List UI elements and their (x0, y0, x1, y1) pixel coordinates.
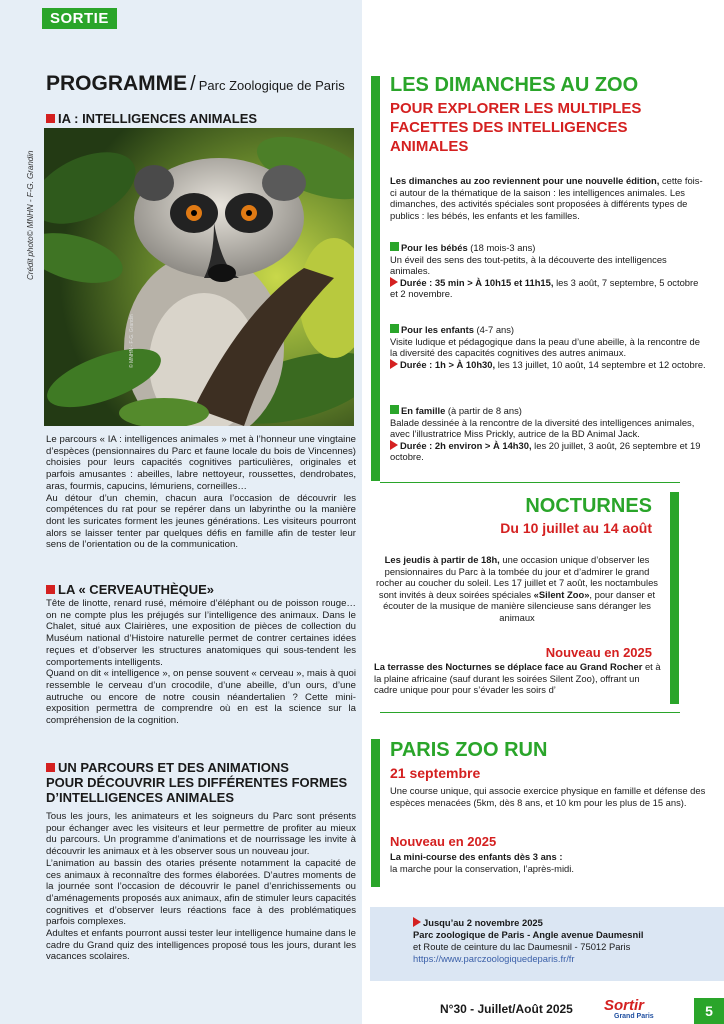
nocturnes-text: une occasion unique d’observer les pensionnaires du Parc à la tombée du jour et d’admirer le grand rocher au coucher du soleil. Les 17 juillet et 7 août, les noctambules sont invités à deux soirées spéciales (376, 554, 658, 600)
dimanches-subtitle-line-3: ANIMALES (390, 138, 469, 155)
logo-sub: Grand Paris (614, 1013, 654, 1020)
zoo-run-title: PARIS ZOO RUN (390, 739, 548, 761)
ia-body (46, 434, 356, 551)
parcours-heading-line-3: D’INTELLIGENCES ANIMALES (46, 790, 235, 805)
bebes-duration-dates: les 3 août, 7 septembre, 5 octobre et 2 novembre. (390, 276, 699, 300)
enfants-label: Pour les enfants (401, 324, 474, 335)
issue-number: N°30 - Juillet/Août 2025 (440, 1002, 573, 1016)
nocturnes-new-bold: La terrasse des Nocturnes se déplace face au Grand Rocher (374, 661, 643, 672)
bebes-description: Un éveil des sens des tout-petits, à la découverte des intelligences animales. (390, 253, 667, 277)
zoo-run-green-bar (371, 739, 380, 887)
zoo-run-date: 21 septembre (390, 765, 481, 781)
ia-paragraph-1: Le parcours « IA : intelligences animales » met à l’honneur une vingtaine d’espèces (pensionnaires du Parc et faune locale du bois de Vincennes) choisies pour leurs capacités cognitives particulières, originales et parfois amusantes : abeilles, labre nettoyeur, roussettes, dendrobates, aras, fourmis, capucins, lémuriens, corneilles… (46, 434, 356, 492)
famille-description: Balade dessinée à la rencontre de la diversité des intelligences animales, avec l’illustratrice Miss Prickly, autrice de la BD Animal Jack. (390, 416, 695, 440)
parcours-body (46, 811, 356, 963)
dimanches-intro (390, 175, 708, 221)
nocturnes-new-label: Nouveau en 2025 (545, 645, 652, 660)
parcours-paragraph-3: Adultes et enfants pourront aussi tester leur intelligence humaine dans le cadre du Grand quiz des intelligences proposé tous les jours, durant les vacances scolaires. (46, 928, 356, 963)
green-square-icon (390, 324, 399, 333)
red-triangle-icon (413, 917, 421, 927)
zoo-run-new-bold: La mini-course des enfants dès 3 ans : (390, 851, 563, 862)
info-box-content (413, 917, 713, 965)
cerveautheque-paragraph-1: Tête de linotte, renard rusé, mémoire d’éléphant ou de poisson rouge… on ne compte plus les préjugés sur l’intelligence des animaux. Dans le Chalet, situé aux Clairières, une exposition de pièces de collection du Muséum national d’Histoire naturelle permet de contrer certaines idées reçues et d’observer les structures anatomiques qui sous-tendent les comportements intelligents. (46, 598, 356, 668)
dimanches-subtitle-line-1: POUR EXPLORER LES MULTIPLES (390, 100, 642, 117)
zoo-run-new-text: la marche pour la conservation, l’après-midi. (390, 862, 574, 874)
nocturnes-text-end: , pour danser et écouter de la musique de manière silencieuse sans déranger les animaux (383, 588, 656, 623)
famille-label: En famille (401, 405, 446, 416)
cerveautheque-heading (46, 582, 356, 597)
zoo-run-new-body (390, 851, 708, 874)
programme-title: PROGRAMME (46, 72, 188, 95)
ia-heading (46, 111, 356, 126)
parcours-heading-line-2: POUR DÉCOUVRIR LES DIFFÉRENTES FORMES (46, 775, 348, 790)
nocturnes-body (374, 554, 660, 624)
dimanches-subtitle (390, 99, 710, 156)
zoo-run-description (390, 785, 708, 808)
nocturnes-dates: Du 10 juillet au 14 août (500, 520, 652, 536)
ia-paragraph-2: Au détour d’un chemin, chacun aura l’occasion de découvrir les compétences du rat pour se repérer dans un labyrinthe ou la manière dont les suricates forment les jeunes générations. Les visiteurs pourront alors se laisser tenter par quelques défis en famille afin de tester leur sens de l’orientation ou de la communication. (46, 492, 356, 551)
info-address-line-1: Parc zoologique de Paris - Angle avenue Daumesnil (413, 929, 644, 940)
ia-heading-text: IA : INTELLIGENCES ANIMALES (58, 111, 258, 126)
divider-line (380, 482, 680, 483)
parcours-paragraph-2: L’animation au bassin des otaries présente notamment la capacité de ces animaux à reconnaître des formes élaborées. D’autres moments de la journée sont l’occasion de découvrir le panel d’enrichissements ou d’aménagements proposés aux animaux, afin de stimuler leurs capacités cognitives et d’observer leurs réactions face à des problématiques parfois complexes. (46, 857, 356, 928)
logo-main: Sortir (604, 997, 645, 1014)
nocturnes-bold: Les jeudis à partir de 18h, (384, 554, 500, 565)
programme-place: Parc Zoologique de Paris (198, 78, 345, 93)
info-website-link[interactable]: https://www.parczoologiquedeparis.fr/fr (413, 953, 575, 964)
zoo-run-text: Une course unique, qui associe exercice physique en famille et défense des espèces menacées (5km, dès 8 ans, et 10 km pour les plus de 15 ans). (390, 785, 706, 808)
enfants-duration-dates: les 13 juillet, 10 août, 14 septembre et 12 octobre. (495, 358, 706, 370)
nocturnes-new-text: et à la plaine africaine (sauf durant les soirées Silent Zoo), offrant un cadre unique pour pour s’évader les soirs d’ (374, 661, 661, 696)
dimanches-subtitle-line-2: FACETTES DES INTELLIGENCES (390, 119, 628, 136)
nocturnes-silent-zoo: «Silent Zoo» (533, 588, 590, 600)
info-dates: Jusqu’au 2 novembre 2025 (423, 917, 543, 928)
famille-age: (à partir de 8 ans) (445, 405, 522, 416)
red-triangle-icon (390, 277, 398, 287)
red-square-icon (46, 763, 55, 772)
dimanches-intro-text: cette fois-ci autour de la thématique de la saison : les intelligences animales. Les dimanches, des activités spéciales sont proposées à différents types de publics : les bébés, les enfants et les familles. (390, 175, 703, 221)
parcours-heading-line-1: UN PARCOURS ET DES ANIMATIONS (46, 760, 356, 775)
bebes-label: Pour les bébés (401, 242, 468, 253)
bebes-duration-bold: Durée : 35 min > À 10h15 et 11h15, (400, 276, 554, 288)
cerveautheque-body (46, 598, 356, 727)
green-square-icon (390, 242, 399, 251)
cerveautheque-heading-text: LA « CERVEAUTHÈQUE» (58, 582, 215, 597)
red-square-icon (46, 585, 55, 594)
dimanches-green-bar (371, 76, 380, 481)
bebes-block (390, 242, 708, 300)
nocturnes-title: NOCTURNES (525, 495, 652, 517)
red-triangle-icon (390, 440, 398, 450)
zoo-run-new-label: Nouveau en 2025 (390, 834, 497, 849)
parcours-paragraph-1: Tous les jours, les animateurs et les soigneurs du Parc sont présents pour échanger avec les visiteurs et leur permettre de profiter au mieux du parcours. Un programme d’animations et de nourrissage les invite à découvrir les animaux et à les observer sous un nouveau jour. (46, 811, 356, 858)
page-number: 5 (694, 998, 724, 1024)
red-triangle-icon (390, 359, 398, 369)
dimanches-intro-bold: Les dimanches au zoo reviennent pour une nouvelle édition, (390, 175, 660, 186)
enfants-description: Visite ludique et pédagogique dans la peau d’une abeille, à la rencontre de la diversité des capacités cognitives des autres animaux. (390, 335, 700, 359)
enfants-age: (4-7 ans) (473, 324, 515, 335)
green-square-icon (390, 405, 399, 414)
lemur-illustration (44, 128, 354, 426)
dimanches-title: LES DIMANCHES AU ZOO (390, 74, 639, 96)
divider-line-2 (380, 712, 680, 713)
photo-watermark: © MNHN - F-G. Grandin (129, 314, 135, 368)
cerveautheque-paragraph-2: Quand on dit « intelligence », on pense souvent « cerveau », mais à quoi ressemble le cerveau d’un crocodile, d’une abeille, d’un ours, d’une autruche ou encore de notre cousin néandertalien ? Cette mini-exposition permettra de comprendre où en est la science sur la compréhension de la cognition. (46, 668, 356, 727)
famille-block (390, 405, 708, 463)
info-address-line-2: et Route de ceinture du lac Daumesnil - 75012 Paris (413, 941, 631, 952)
enfants-duration-bold: Durée : 1h > À 10h30, (400, 358, 496, 370)
red-square-icon (46, 114, 55, 123)
nocturnes-green-bar (670, 492, 679, 704)
lemur-photo (44, 128, 354, 426)
photo-credit: Crédit photo© MNHN - F-G. Grandin (26, 150, 35, 280)
programme-separator: / (190, 73, 196, 95)
sortir-logo (604, 998, 682, 1022)
programme-heading (46, 72, 356, 96)
famille-duration-bold: Durée : 2h environ > À 14h30, (400, 439, 532, 451)
nocturnes-new-body (374, 661, 664, 696)
famille-duration-dates: les 20 juillet, 3 août, 26 septembre et 19 octobre. (390, 439, 701, 463)
enfants-block (390, 324, 708, 370)
bebes-age: (18 mois-3 ans) (467, 242, 536, 253)
section-tag: SORTIE (42, 8, 117, 29)
parcours-heading (46, 760, 356, 805)
